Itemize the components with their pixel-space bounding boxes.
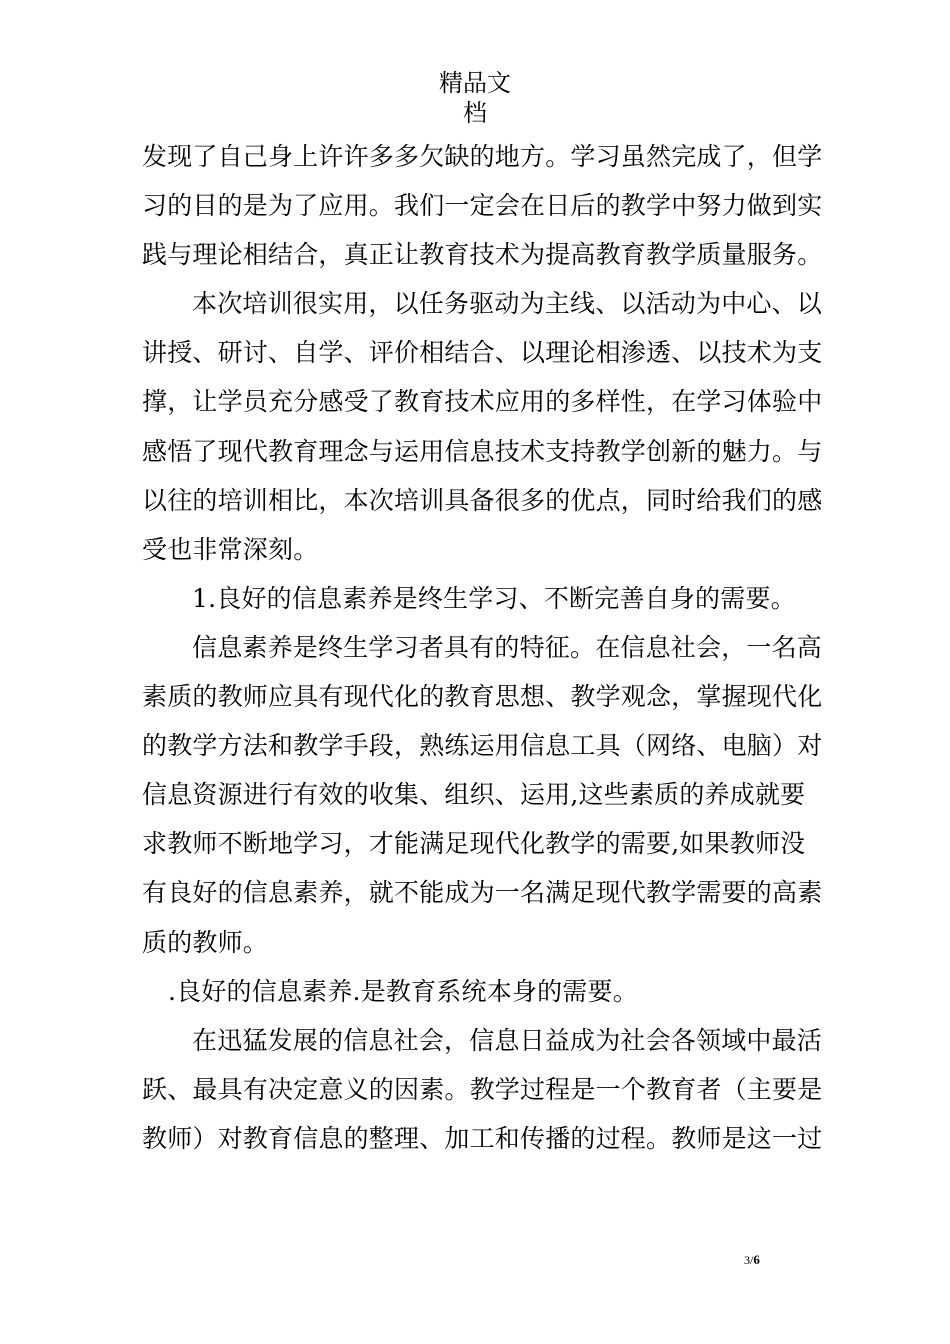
page-current: 3/ [744,1253,754,1267]
header-line-2: 档 [463,99,487,127]
text-line: 信息资源进行有效的收集、组织、运用,这些素质的养成就要 [142,780,806,810]
document-header [0,68,950,128]
header-line-1: 精品文 [439,69,511,97]
text-line: 求教师不断地学习，才能满足现代化教学的需要,如果教师没 [142,829,806,859]
text-line: 受也非常深刻。 [142,534,319,564]
page-number [744,1252,760,1268]
text-line: 素质的教师应具有现代化的教育思想、教学观念，掌握现代化 [142,682,823,712]
section-heading-2: .良好的信息素养.是教育系统本身的需要。 [168,976,638,1006]
text-line: 质的教师。 [142,927,269,957]
text-line: 跃、最具有决定意义的因素。教学过程是一个教育者（主要是 [142,1074,823,1104]
text-line: 撑，让学员充分感受了教育技术应用的多样性，在学习体验中 [142,387,823,417]
text-line: 的教学方法和教学手段，熟练运用信息工具（网络、电脑）对 [142,731,823,761]
text-line: 践与理论相结合，真正让教育技术为提高教育教学质量服务。 [142,240,823,270]
text-line: 感悟了现代教育理念与运用信息技术支持教学创新的魅力。与 [142,436,823,466]
document-body [142,132,832,1163]
page-total: 6 [753,1252,760,1267]
paragraph-start-line: 在迅猛发展的信息社会，信息日益成为社会各领域中最活 [192,1025,823,1055]
section-heading-1: 1.良好的信息素养是终生学习、不断完善自身的需要。 [192,583,796,613]
paragraph-start-line: 信息素养是终生学习者具有的特征。在信息社会，一名高 [192,632,823,662]
text-line: 习的目的是为了应用。我们一定会在日后的教学中努力做到实 [142,191,823,221]
text-line: 发现了自己身上许许多多欠缺的地方。学习虽然完成了，但学 [142,142,823,171]
text-line: 有良好的信息素养，就不能成为一名满足现代教学需要的高素 [142,878,823,908]
text-line: 教师）对教育信息的整理、加工和传播的过程。教师是这一过 [142,1123,823,1153]
paragraph-start-line: 本次培训很实用，以任务驱动为主线、以活动为中心、以 [192,289,823,319]
text-line: 以往的培训相比，本次培训具备很多的优点，同时给我们的感 [142,485,823,515]
text-line: 讲授、研讨、自学、评价相结合、以理论相渗透、以技术为支 [142,338,823,368]
